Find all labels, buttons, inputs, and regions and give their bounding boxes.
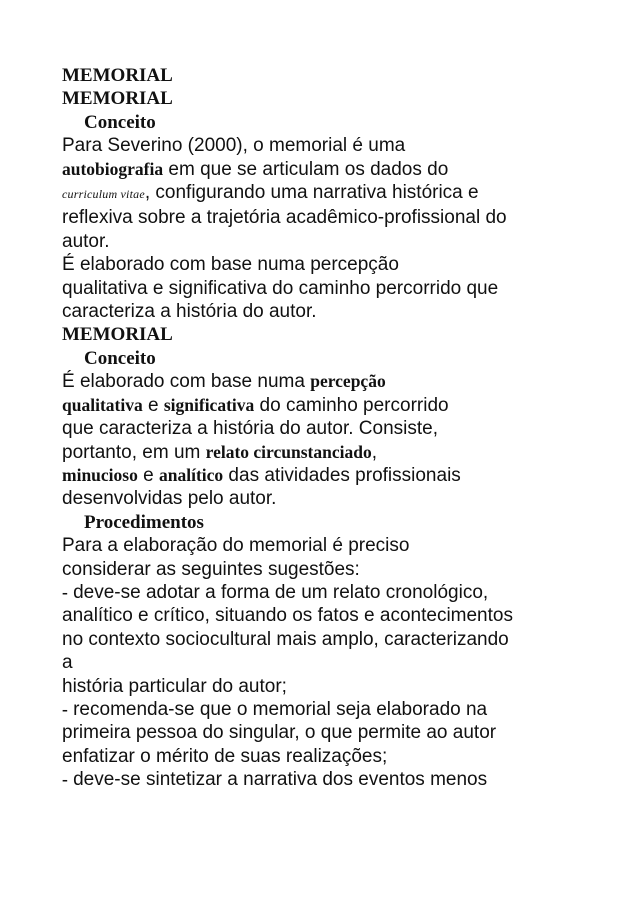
text-span: no contexto sociocultural mais amplo, caracterizando	[62, 628, 509, 650]
text-span: enfatizar o mérito de suas realizações;	[62, 745, 388, 767]
text-span: deve-se adotar a forma de um relato cronológico,	[67, 581, 489, 603]
text-span: MEMORIAL	[62, 88, 173, 110]
text-span: portanto, em um	[62, 441, 206, 463]
heading-line	[62, 323, 622, 346]
text-span: das atividades profissionais	[223, 464, 461, 486]
text-line	[62, 651, 622, 674]
text-line	[62, 441, 622, 464]
text-span: em que se articulam os dados do	[163, 158, 449, 180]
bold-text: significativa	[163, 394, 255, 415]
text-span: e	[137, 464, 159, 486]
text-span: caracteriza a história do autor.	[62, 301, 317, 323]
text-line	[62, 768, 622, 791]
text-line	[62, 206, 622, 229]
text-span: É elaborado com base numa	[62, 371, 311, 393]
bold-text: -	[62, 769, 68, 790]
heading-line	[62, 347, 622, 370]
bold-text: minucioso	[62, 464, 138, 485]
text-span: autor.	[62, 230, 110, 252]
bold-text: analítico	[158, 464, 224, 485]
text-line	[62, 698, 622, 721]
bold-text: qualitativa	[62, 394, 143, 415]
text-line	[62, 675, 622, 698]
text-span: analítico e crítico, situando os fatos e acontecimentos	[62, 605, 513, 627]
text-span: deve-se sintetizar a narrativa dos eventos menos	[67, 769, 488, 791]
bold-text: -	[62, 698, 68, 719]
text-line	[62, 394, 622, 417]
text-span: Para a elaboração do memorial é preciso	[62, 535, 410, 557]
text-span: desenvolvidas pelo autor.	[62, 488, 277, 510]
heading-line	[62, 64, 622, 87]
text-line	[62, 581, 622, 604]
text-line	[62, 628, 622, 651]
text-span: MEMORIAL	[62, 324, 173, 346]
text-line	[62, 370, 622, 393]
text-span: e	[142, 394, 164, 416]
text-span: primeira pessoa do singular, o que permite ao autor	[62, 722, 497, 744]
text-line	[62, 230, 622, 253]
text-span: Conceito	[84, 111, 156, 133]
heading-line	[62, 511, 622, 534]
text-line	[62, 158, 622, 181]
text-line	[62, 487, 622, 510]
text-span: considerar as seguintes sugestões:	[62, 558, 360, 580]
text-line	[62, 534, 622, 557]
text-line	[62, 277, 622, 300]
bold-text: autobiografia	[62, 158, 164, 179]
text-span: MEMORIAL	[62, 65, 173, 86]
italic-text: curriculum vitae	[62, 187, 145, 202]
heading-line	[62, 87, 622, 110]
bold-text: -	[62, 581, 68, 602]
text-span: que caracteriza a história do autor. Consiste,	[62, 418, 438, 440]
text-line	[62, 134, 622, 157]
text-line	[62, 181, 622, 206]
text-line	[62, 721, 622, 744]
text-line	[62, 300, 622, 323]
text-line	[62, 558, 622, 581]
text-line	[62, 604, 622, 627]
text-span: do caminho percorrido	[254, 394, 449, 416]
text-span: É elaborado com base numa percepção	[62, 254, 399, 276]
bold-text: percepção	[310, 371, 386, 392]
heading-line	[62, 111, 622, 134]
text-span: recomenda-se que o memorial seja elaborado na	[67, 698, 488, 720]
text-line	[62, 745, 622, 768]
text-line	[62, 253, 622, 276]
text-span: a	[62, 652, 73, 674]
bold-text: relato circunstanciado	[205, 441, 372, 462]
text-span: reflexiva sobre a trajetória acadêmico-profissional do	[62, 207, 507, 229]
text-span: história particular do autor;	[62, 675, 287, 697]
text-span: ,	[371, 441, 377, 463]
text-span: Para Severino (2000), o memorial é uma	[62, 135, 406, 157]
text-span: Conceito	[84, 347, 156, 369]
text-line	[62, 417, 622, 440]
document-page	[62, 64, 622, 792]
text-line	[62, 464, 622, 487]
text-span: , configurando uma narrativa histórica e	[144, 182, 479, 204]
text-span: qualitativa e significativa do caminho percorrido que	[62, 277, 499, 299]
text-span: Procedimentos	[84, 511, 204, 533]
